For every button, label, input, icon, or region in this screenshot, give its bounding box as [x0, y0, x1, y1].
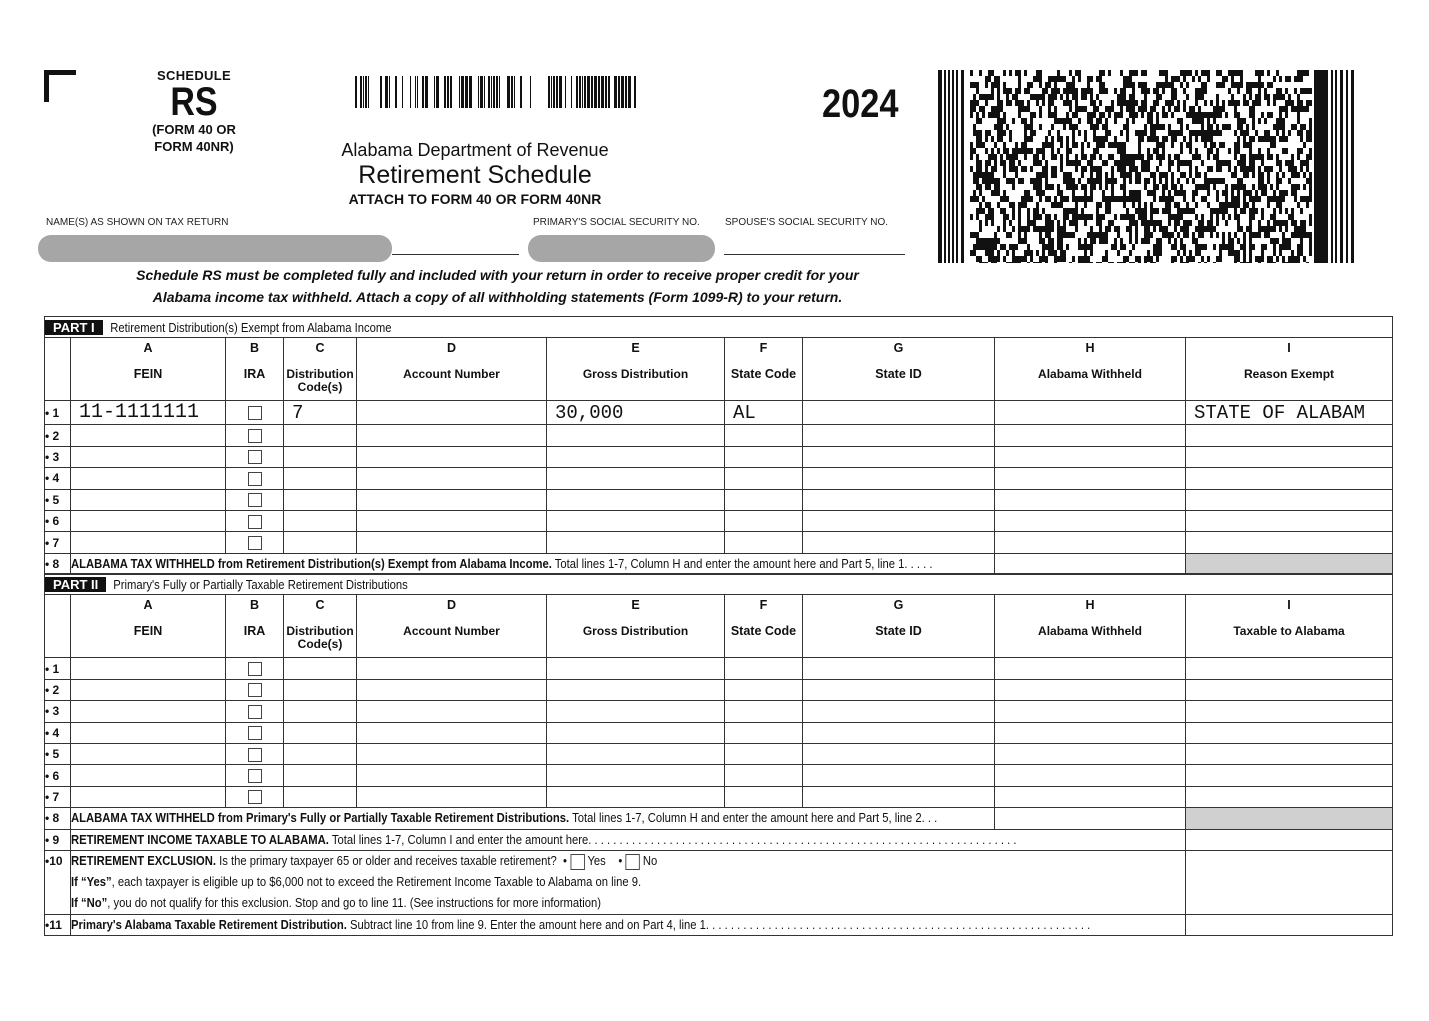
table-row — [45, 425, 1393, 446]
part1-row2-last[interactable] — [1186, 425, 1393, 446]
line10-no-label: No — [642, 853, 658, 868]
ira-checkbox[interactable] — [248, 705, 262, 719]
part1-row6-stateid[interactable] — [803, 510, 995, 531]
part2-row7-withheld[interactable] — [995, 786, 1186, 807]
part1-row6-account[interactable] — [357, 510, 547, 531]
column-name: Account Number — [403, 367, 500, 382]
part2-row2-gross[interactable] — [547, 679, 725, 700]
part2-row2-ira[interactable] — [226, 679, 284, 700]
table-row — [45, 743, 1393, 764]
table-row — [45, 489, 1393, 510]
part1-row7-stateid[interactable] — [803, 532, 995, 553]
line11-label: Primary's Alabama Taxable Retirement Distribution. Subtract line 10 from line 9. Enter the amount here and on Part 4, line 1. . . . . . . . . . . . . . . . . . . . . . . . . . . . . . . . . . . . . . . . . . . . . . . . . . . . . . . . . . . . . . — [71, 914, 1186, 935]
corner-registration-mark — [44, 70, 76, 102]
part1-row4-stateid[interactable] — [803, 468, 995, 489]
part1-row3-withheld[interactable] — [995, 446, 1186, 467]
line11-number: •11 — [45, 914, 71, 935]
entry-value: STATE OF ALABAM — [1194, 401, 1366, 424]
line9-label: RETIREMENT INCOME TAXABLE TO ALABAMA. Total lines 1-7, Column I and enter the amount here. . . . . . . . . . . . . . . . . . . . . . . . . . . . . . . . . . . . . . . . . . . . . . . . . . . . . . . . . . . . . . . . . . . . . — [71, 829, 1186, 850]
table-row — [45, 786, 1393, 807]
part1-row2-ira[interactable] — [226, 425, 284, 446]
column-name: Account Number — [403, 624, 500, 639]
tax-year: 2024 — [822, 82, 899, 126]
part2-row6-state[interactable] — [725, 765, 803, 786]
part1-row5-stateid[interactable] — [803, 489, 995, 510]
primary-ssn-label: PRIMARY'S SOCIAL SECURITY NO. — [533, 217, 700, 228]
part2-row2-withheld[interactable] — [995, 679, 1186, 700]
ira-checkbox[interactable] — [248, 790, 262, 804]
part2-row4-code[interactable] — [284, 722, 357, 743]
column-name: Alabama Withheld — [1038, 367, 1142, 382]
part1-row1-code[interactable] — [284, 401, 357, 425]
part2-row3-state[interactable] — [725, 701, 803, 722]
column-letter: G — [893, 341, 904, 356]
line-number-header — [45, 338, 71, 401]
column-letter: I — [1287, 341, 1291, 356]
line10-if-no: If “No”, you do not qualify for this exclusion. Stop and go to line 11. (See instructions for more information) — [71, 895, 602, 910]
part1-row6-ira[interactable] — [226, 510, 284, 531]
department-name: Alabama Department of Revenue — [341, 140, 609, 160]
part1-row2-code[interactable] — [284, 425, 357, 446]
part2-row4-ira[interactable] — [226, 722, 284, 743]
part2-row5-stateid[interactable] — [803, 743, 995, 764]
instructions-line-1: Schedule RS must be completed fully and included with your return in order to receive proper credit for your — [136, 267, 859, 283]
part1-row7-last[interactable] — [1186, 532, 1393, 553]
part2-line8-label: ALABAMA TAX WITHHELD from Primary's Fully or Partially Taxable Retirement Distributions. Total lines 1-7, Column H and enter the amount here and Part 5, line 2. . . — [71, 808, 995, 829]
line-number: • 3 — [45, 446, 71, 467]
part1-row3-account[interactable] — [357, 446, 547, 467]
primary-ssn-redacted[interactable] — [528, 235, 715, 262]
line-number: • 6 — [45, 765, 71, 786]
part2-row2-fein[interactable] — [71, 679, 226, 700]
part2-row2-last[interactable] — [1186, 679, 1393, 700]
part2-header — [45, 574, 1393, 595]
column-name: IRA — [243, 624, 266, 639]
column-letter: E — [631, 341, 640, 356]
part2-row4-stateid[interactable] — [803, 722, 995, 743]
part2-row5-state[interactable] — [725, 743, 803, 764]
column-letter: B — [249, 598, 260, 613]
part1-col-header-h — [995, 338, 1186, 401]
line9-number: • 9 — [45, 829, 71, 850]
column-letter: A — [143, 341, 153, 356]
part1-row6-last[interactable] — [1186, 510, 1393, 531]
part1-row5-state[interactable] — [725, 489, 803, 510]
column-name: FEIN — [133, 624, 163, 639]
ira-checkbox[interactable] — [248, 748, 262, 762]
part1-col-header-f — [725, 338, 803, 401]
part2-row6-withheld[interactable] — [995, 765, 1186, 786]
line10-label: RETIREMENT EXCLUSION. Is the primary taxpayer 65 or older and receives taxable retirement? • Yes • No If “Yes”, each taxpayer is eligible up to $6,000 not to exceed the Retirement Income Taxable to Alabama on line 9. If “No”, you do not qualify for this exclusion. Stop and go to line 11. (See instructions for more information) — [71, 850, 1186, 914]
part1-row1-gross[interactable] — [547, 401, 725, 425]
line11-amount[interactable] — [1186, 914, 1393, 935]
table-row — [45, 722, 1393, 743]
ira-checkbox[interactable] — [248, 406, 262, 420]
part1-row1-fein[interactable] — [71, 401, 226, 425]
column-name: IRA — [243, 367, 266, 382]
part1-row3-last[interactable] — [1186, 446, 1393, 467]
part2-row5-code[interactable] — [284, 743, 357, 764]
part1-row4-account[interactable] — [357, 468, 547, 489]
part2-row2-account[interactable] — [357, 679, 547, 700]
part2-row7-last[interactable] — [1186, 786, 1393, 807]
part1-col-header-a — [71, 338, 226, 401]
entry-value: 30,000 — [555, 401, 624, 424]
line10-amount[interactable] — [1186, 850, 1393, 914]
schedule-code: RS — [170, 80, 218, 124]
part2-row4-gross[interactable] — [547, 722, 725, 743]
line-number: • 7 — [45, 532, 71, 553]
part1-row5-withheld[interactable] — [995, 489, 1186, 510]
table-row — [45, 532, 1393, 553]
part1-row6-fein[interactable] — [71, 510, 226, 531]
column-name: Distribution Code(s) — [286, 367, 354, 395]
part1-col-header-e — [547, 338, 725, 401]
part1-row4-withheld[interactable] — [995, 468, 1186, 489]
part2-row7-gross[interactable] — [547, 786, 725, 807]
part1-row6-withheld[interactable] — [995, 510, 1186, 531]
part1-row7-state[interactable] — [725, 532, 803, 553]
column-letter: E — [631, 598, 640, 613]
line-number: • 1 — [45, 658, 71, 679]
barcode-image — [355, 76, 640, 108]
part2-col-header-f — [725, 595, 803, 658]
column-name: State Code — [730, 624, 797, 639]
part2-row5-fein[interactable] — [71, 743, 226, 764]
part1-row4-code[interactable] — [284, 468, 357, 489]
part1-row1-state[interactable] — [725, 401, 803, 425]
part1-row7-code[interactable] — [284, 532, 357, 553]
part2-col-header-g — [803, 595, 995, 658]
column-name: State Code — [730, 367, 797, 382]
part2-row4-withheld[interactable] — [995, 722, 1186, 743]
part2-row4-state[interactable] — [725, 722, 803, 743]
part2-row5-account[interactable] — [357, 743, 547, 764]
ira-checkbox[interactable] — [248, 515, 262, 529]
column-letter: F — [759, 341, 768, 356]
part1-row6-code[interactable] — [284, 510, 357, 531]
part2-row1-gross[interactable] — [547, 658, 725, 679]
part2-line8-amount[interactable] — [995, 808, 1186, 829]
line-number: • 4 — [45, 722, 71, 743]
part1-row7-ira[interactable] — [226, 532, 284, 553]
column-name: Distribution Code(s) — [286, 624, 354, 652]
table-row — [45, 679, 1393, 700]
part2-col-header-i — [1186, 595, 1393, 658]
table-row — [45, 765, 1393, 786]
part1-row5-ira[interactable] — [226, 489, 284, 510]
part2-row5-ira[interactable] — [226, 743, 284, 764]
ira-checkbox[interactable] — [248, 472, 262, 486]
name-field-underline — [392, 254, 519, 255]
column-name: FEIN — [133, 367, 163, 382]
part2-row6-gross[interactable] — [547, 765, 725, 786]
line10-yes-label: Yes — [587, 853, 606, 868]
part1-col-header-b — [226, 338, 284, 401]
column-name: Alabama Withheld — [1038, 624, 1142, 639]
spouse-ssn-label: SPOUSE'S SOCIAL SECURITY NO. — [725, 217, 889, 228]
line10-yes-checkbox[interactable] — [570, 854, 584, 870]
line-number: • 6 — [45, 510, 71, 531]
line-number: • 3 — [45, 701, 71, 722]
part2-row4-last[interactable] — [1186, 722, 1393, 743]
column-letter: D — [446, 341, 457, 356]
part1-row2-fein[interactable] — [71, 425, 226, 446]
part2-col-header-d — [357, 595, 547, 658]
instructions — [80, 264, 915, 308]
part1-row6-state[interactable] — [725, 510, 803, 531]
line-number: • 5 — [45, 743, 71, 764]
part1-row2-state[interactable] — [725, 425, 803, 446]
part1-row5-last[interactable] — [1186, 489, 1393, 510]
part1-label: PART I — [45, 320, 103, 335]
ira-checkbox[interactable] — [248, 536, 262, 550]
line-number: • 2 — [45, 425, 71, 446]
part1-row6-gross[interactable] — [547, 510, 725, 531]
part2-row1-state[interactable] — [725, 658, 803, 679]
part2-row4-account[interactable] — [357, 722, 547, 743]
column-letter: H — [1085, 598, 1095, 613]
line10-if-yes: If “Yes”, each taxpayer is eligible up to $6,000 not to exceed the Retirement Income Taxable to Alabama on line 9. — [71, 874, 642, 889]
part1-row7-gross[interactable] — [547, 532, 725, 553]
part1-title: Retirement Distribution(s) Exempt from Alabama Income — [109, 320, 392, 335]
part2-row3-fein[interactable] — [71, 701, 226, 722]
part2-row1-withheld[interactable] — [995, 658, 1186, 679]
part1-line8-number: • 8 — [45, 553, 71, 574]
pdf417-barcode-image — [938, 70, 1356, 263]
column-name: State ID — [875, 367, 922, 382]
part1-col-header-c — [284, 338, 357, 401]
part2-label: PART II — [45, 577, 106, 592]
part1-col-header-i — [1186, 338, 1393, 401]
part1-row5-account[interactable] — [357, 489, 547, 510]
part2-row1-fein[interactable] — [71, 658, 226, 679]
ira-checkbox[interactable] — [248, 429, 262, 443]
line-number: • 1 — [45, 401, 71, 425]
column-letter: A — [143, 598, 153, 613]
part2-row3-ira[interactable] — [226, 701, 284, 722]
name-label: NAME(S) AS SHOWN ON TAX RETURN — [46, 217, 229, 228]
instructions-line-2: Alabama income tax withheld. Attach a copy of all withholding statements (Form 1099-R) to your return. — [152, 289, 843, 305]
part1-row3-gross[interactable] — [547, 446, 725, 467]
table-row — [45, 658, 1393, 679]
part1-header — [45, 317, 1393, 338]
part2-col-header-e — [547, 595, 725, 658]
part2-row3-code[interactable] — [284, 701, 357, 722]
part1-line8-label: ALABAMA TAX WITHHELD from Retirement Distribution(s) Exempt from Alabama Income. Total lines 1-7, Column H and enter the amount here and Part 5, line 1. . . . . — [71, 553, 995, 574]
part1-row1-account[interactable] — [357, 401, 547, 425]
part2-row1-last[interactable] — [1186, 658, 1393, 679]
part2-row6-last[interactable] — [1186, 765, 1393, 786]
part1-row2-stateid[interactable] — [803, 425, 995, 446]
part2-row3-gross[interactable] — [547, 701, 725, 722]
part1-row3-code[interactable] — [284, 446, 357, 467]
column-letter: H — [1085, 341, 1095, 356]
part1-row7-fein[interactable] — [71, 532, 226, 553]
part2-row5-gross[interactable] — [547, 743, 725, 764]
part1-row7-account[interactable] — [357, 532, 547, 553]
part1-row7-withheld[interactable] — [995, 532, 1186, 553]
part2-row3-withheld[interactable] — [995, 701, 1186, 722]
attach-instruction: ATTACH TO FORM 40 OR FORM 40NR — [348, 191, 602, 207]
part1-row2-account[interactable] — [357, 425, 547, 446]
entry-value: AL — [733, 401, 756, 424]
form-title-block — [340, 140, 610, 207]
column-name: Gross Distribution — [582, 624, 689, 639]
part1-row3-ira[interactable] — [226, 446, 284, 467]
part2-row5-last[interactable] — [1186, 743, 1393, 764]
line-number: • 5 — [45, 489, 71, 510]
part2-row2-code[interactable] — [284, 679, 357, 700]
table-row — [45, 446, 1393, 467]
part1-row1-last[interactable] — [1186, 401, 1393, 425]
ira-checkbox[interactable] — [248, 493, 262, 507]
part2-line8-number: • 8 — [45, 808, 71, 829]
part2-row1-stateid[interactable] — [803, 658, 995, 679]
part2-row7-ira[interactable] — [226, 786, 284, 807]
line-number: • 7 — [45, 786, 71, 807]
line-number-header — [45, 595, 71, 658]
part2-row3-account[interactable] — [357, 701, 547, 722]
entry-value: 11-1111111 — [79, 401, 200, 425]
part1-row4-ira[interactable] — [226, 468, 284, 489]
part1-row2-withheld[interactable] — [995, 425, 1186, 446]
part2-title: Primary's Fully or Partially Taxable Retirement Distributions — [113, 577, 409, 592]
ira-checkbox[interactable] — [248, 726, 262, 740]
part1-row2-gross[interactable] — [547, 425, 725, 446]
part2-row3-stateid[interactable] — [803, 701, 995, 722]
column-letter: D — [446, 598, 457, 613]
form-title: Retirement Schedule — [358, 161, 592, 189]
part2-table — [44, 573, 1393, 936]
part1-row4-gross[interactable] — [547, 468, 725, 489]
line-number: • 4 — [45, 468, 71, 489]
table-row — [45, 701, 1393, 722]
ira-checkbox[interactable] — [248, 450, 262, 464]
part2-row2-stateid[interactable] — [803, 679, 995, 700]
part2-col-header-h — [995, 595, 1186, 658]
ira-checkbox[interactable] — [248, 683, 262, 697]
part1-row4-state[interactable] — [725, 468, 803, 489]
part2-row6-stateid[interactable] — [803, 765, 995, 786]
column-name: Taxable to Alabama — [1233, 624, 1345, 639]
table-row — [45, 401, 1393, 425]
column-letter: C — [315, 341, 325, 356]
schedule-id-block — [140, 68, 248, 155]
part1-row4-fein[interactable] — [71, 468, 226, 489]
column-name: Reason Exempt — [1244, 367, 1335, 382]
table-row — [45, 468, 1393, 489]
part1-row5-fein[interactable] — [71, 489, 226, 510]
part1-row3-fein[interactable] — [71, 446, 226, 467]
part2-row7-account[interactable] — [357, 786, 547, 807]
part1-row1-withheld[interactable] — [995, 401, 1186, 425]
part1-row5-code[interactable] — [284, 489, 357, 510]
column-letter: B — [249, 341, 260, 356]
part2-row6-code[interactable] — [284, 765, 357, 786]
table-row — [45, 510, 1393, 531]
part2-row7-stateid[interactable] — [803, 786, 995, 807]
part1-line8-amount[interactable] — [995, 553, 1186, 574]
name-field-redacted[interactable] — [38, 235, 392, 262]
part2-row6-ira[interactable] — [226, 765, 284, 786]
part2-col-header-c — [284, 595, 357, 658]
part1-row1-ira[interactable] — [226, 401, 284, 425]
part2-col-header-a — [71, 595, 226, 658]
part1-row3-state[interactable] — [725, 446, 803, 467]
line9-amount[interactable] — [1186, 829, 1393, 850]
column-letter: F — [759, 598, 768, 613]
line10-no-checkbox[interactable] — [625, 854, 639, 870]
part1-col-header-d — [357, 338, 547, 401]
part2-row1-ira[interactable] — [226, 658, 284, 679]
column-letter: G — [893, 598, 904, 613]
part2-row1-account[interactable] — [357, 658, 547, 679]
part2-row1-code[interactable] — [284, 658, 357, 679]
ira-checkbox[interactable] — [248, 769, 262, 783]
part2-line8-shaded — [1186, 808, 1393, 829]
schedule-label: SCHEDULE — [157, 68, 231, 83]
part1-row5-gross[interactable] — [547, 489, 725, 510]
part1-col-header-g — [803, 338, 995, 401]
part2-col-header-b — [226, 595, 284, 658]
part2-row6-account[interactable] — [357, 765, 547, 786]
part2-row4-fein[interactable] — [71, 722, 226, 743]
part2-row7-code[interactable] — [284, 786, 357, 807]
column-letter: I — [1287, 598, 1291, 613]
part1-row4-last[interactable] — [1186, 468, 1393, 489]
ira-checkbox[interactable] — [248, 662, 262, 676]
line-number: • 2 — [45, 679, 71, 700]
part1-row1-stateid[interactable] — [803, 401, 995, 425]
entry-value: 7 — [292, 401, 304, 424]
part2-row7-state[interactable] — [725, 786, 803, 807]
column-name: Gross Distribution — [582, 367, 689, 382]
part1-row3-stateid[interactable] — [803, 446, 995, 467]
part2-row5-withheld[interactable] — [995, 743, 1186, 764]
part1-table — [44, 316, 1393, 575]
column-name: State ID — [875, 624, 922, 639]
part2-row7-fein[interactable] — [71, 786, 226, 807]
line10-number: •10 — [45, 850, 71, 914]
spouse-ssn-field[interactable] — [724, 254, 905, 255]
form-reference: (FORM 40 OR FORM 40NR) — [152, 122, 236, 154]
column-letter: C — [315, 598, 325, 613]
part2-row3-last[interactable] — [1186, 701, 1393, 722]
part1-line8-shaded — [1186, 553, 1393, 574]
part2-row2-state[interactable] — [725, 679, 803, 700]
part2-row6-fein[interactable] — [71, 765, 226, 786]
